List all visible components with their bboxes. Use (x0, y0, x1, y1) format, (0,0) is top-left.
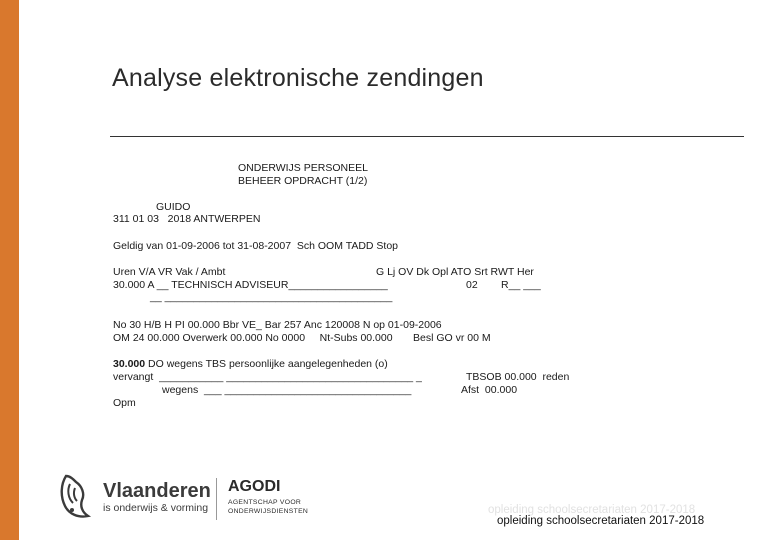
agodi-logo-name: AGODI (228, 478, 281, 495)
doc-name: GUIDO (156, 201, 191, 213)
doc-header-line2: BEHEER OPDRACHT (1/2) (238, 175, 368, 187)
doc-no-line1: No 30 H/B H PI 00.000 Bbr VE_ Bar 257 Anc 120008 N op 01-09-2006 (113, 319, 442, 331)
doc-dow-amount: 30.000 (113, 358, 146, 370)
doc-address: 311 01 03 2018 ANTWERPEN (113, 213, 261, 225)
doc-row1-left: 30.000 A __ TECHNISCH ADVISEUR_________________ (113, 279, 388, 291)
slide-title: Analyse elektronische zendingen (112, 64, 484, 92)
doc-opm: Opm (113, 397, 136, 409)
flemish-lion-icon (58, 470, 96, 520)
footer-ghost-text: opleiding schoolsecretariaten 2017-2018 (488, 504, 696, 516)
doc-wegens: wegens ___ ________________________________ (162, 384, 412, 396)
doc-header-line1: ONDERWIJS PERSONEEL (238, 162, 368, 174)
doc-columns-left: Uren V/A VR Vak / Ambt (113, 266, 226, 278)
doc-row1-cont: __ _______________________________________ (150, 291, 393, 303)
doc-no-line2: OM 24 00.000 Overwerk 00.000 No 0000 Nt-Subs 00.000 Besl GO vr 00 M (113, 332, 491, 344)
doc-dow-text: DO wegens TBS persoonlijke aangelegenheden (o) (145, 358, 388, 370)
agodi-logo-sub (228, 498, 308, 516)
doc-tbsob: TBSOB 00.000 reden (466, 371, 570, 383)
agodi-sub-line1: AGENTSCHAP VOOR (228, 499, 302, 506)
doc-columns-right: G Lj OV Dk Opl ATO Srt RWT Her (376, 266, 534, 278)
doc-dow-line (113, 358, 388, 370)
doc-row1-right: 02 R__ ___ (466, 279, 541, 291)
orange-sidebar (0, 0, 19, 540)
vlaanderen-logo-sub: is onderwijs & vorming (103, 502, 209, 514)
title-divider (110, 136, 744, 137)
doc-vervangt: vervangt ___________ ________________________________ _ (113, 371, 422, 383)
doc-validity: Geldig van 01-09-2006 tot 31-08-2007 Sch OOM TADD Stop (113, 240, 399, 252)
footer-text: opleiding schoolsecretariaten 2017-2018 (497, 515, 705, 527)
doc-afst: Afst 00.000 (461, 384, 518, 396)
vlaanderen-logo-name: Vlaanderen (103, 480, 211, 502)
agodi-sub-line2: ONDERWIJSDIENSTEN (228, 508, 309, 515)
logo-divider (216, 478, 217, 520)
